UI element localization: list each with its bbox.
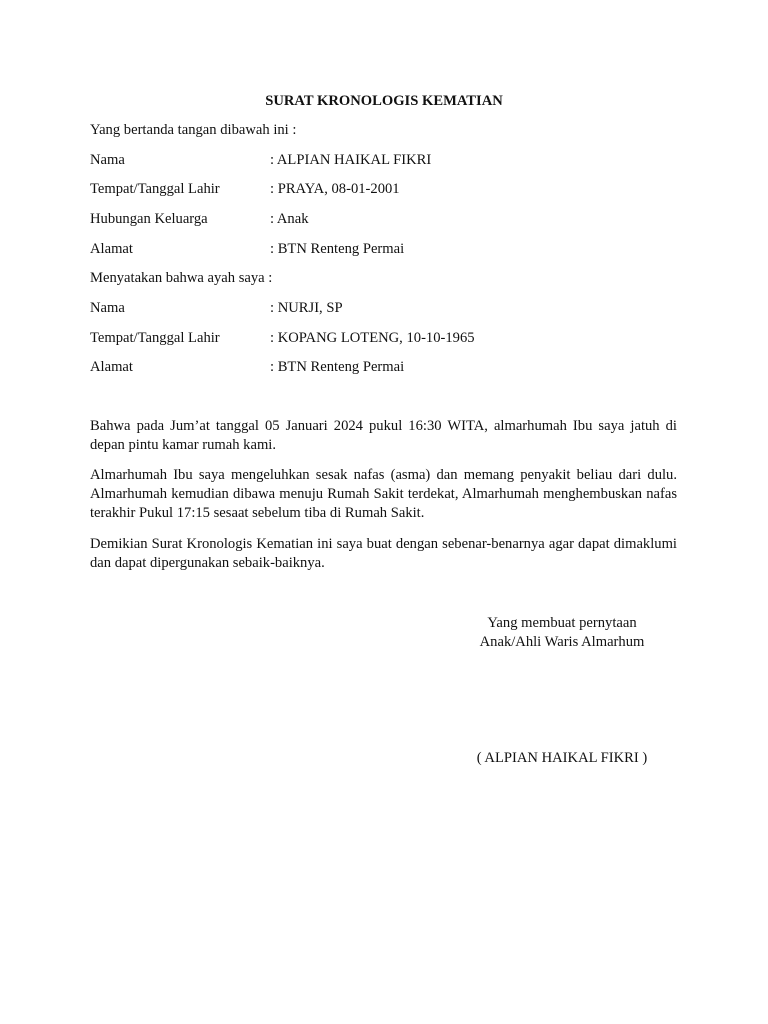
signature-title: Yang membuat pernytaan xyxy=(487,615,637,631)
field-value: : NURJI, SP xyxy=(270,300,343,316)
declarant-relation-row xyxy=(90,211,690,231)
paragraph-closing: Demikian Surat Kronologis Kematian ini saya buat dengan sebenar-benarnya agar dapat dimaklumi dan dapat dipergunakan sebaik-baiknya. xyxy=(90,536,677,571)
field-label: Tempat/Tanggal Lahir xyxy=(90,330,220,346)
declarant-birth-row xyxy=(90,181,690,201)
father-name-row xyxy=(90,300,690,320)
field-label: Alamat xyxy=(90,359,133,375)
declarant-address-row xyxy=(90,241,690,261)
field-label: Alamat xyxy=(90,241,133,257)
paragraph-incident: Bahwa pada Jum’at tanggal 05 Januari 2024 pukul 16:30 WITA, almarhumah Ibu saya jatuh di depan pintu kamar rumah kami. xyxy=(90,418,677,453)
field-label: Nama xyxy=(90,152,125,168)
field-label: Nama xyxy=(90,300,125,316)
signature-name: ( ALPIAN HAIKAL FIKRI ) xyxy=(476,750,648,766)
father-address-row xyxy=(90,359,690,379)
father-birth-row xyxy=(90,330,690,350)
document-title: SURAT KRONOLOGIS KEMATIAN xyxy=(265,93,503,109)
field-value: : Anak xyxy=(270,211,309,227)
field-label: Tempat/Tanggal Lahir xyxy=(90,181,220,197)
field-value: : PRAYA, 08-01-2001 xyxy=(270,181,400,197)
paragraph-illness: Almarhumah Ibu saya mengeluhkan sesak nafas (asma) dan memang penyakit beliau dari dulu. Almarhumah kemudian dibawa menuju Rumah Sakit terdekat, Almarhumah menghembuskan nafas terakhir Pukul 17:15 sesaat sebelum tiba di Rumah Sakit. xyxy=(90,467,677,521)
statement-text: Menyatakan bahwa ayah saya : xyxy=(90,270,273,286)
field-value: : KOPANG LOTENG, 10-10-1965 xyxy=(270,330,475,346)
field-value: : BTN Renteng Permai xyxy=(270,241,405,257)
declarant-name-row xyxy=(90,152,690,172)
intro-text: Yang bertanda tangan dibawah ini : xyxy=(90,122,297,138)
field-label: Hubungan Keluarga xyxy=(90,211,208,227)
signature-role: Anak/Ahli Waris Almarhum xyxy=(479,634,645,650)
field-value: : BTN Renteng Permai xyxy=(270,359,405,375)
field-value: : ALPIAN HAIKAL FIKRI xyxy=(270,152,432,168)
